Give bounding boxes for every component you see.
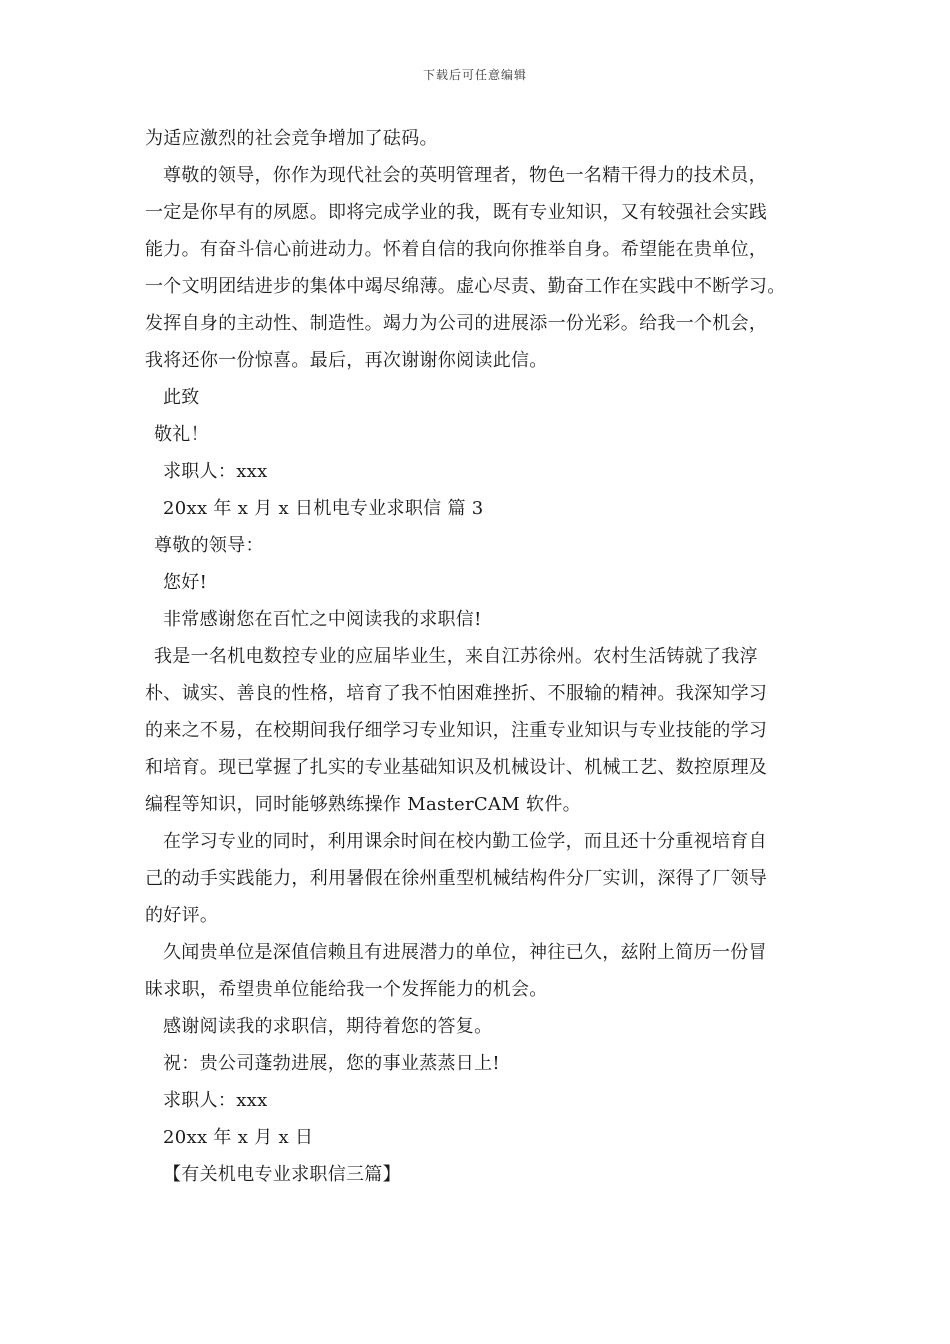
text-line: 和培育。现已掌握了扎实的专业基础知识及机械设计、机械工艺、数控原理及 (145, 757, 768, 778)
text-line: 感谢阅读我的求职信，期待着您的答复。 (163, 1016, 493, 1037)
text-line: 朴、诚实、善良的性格，培育了我不怕困难挫折、不服输的精神。我深知学习 (145, 683, 768, 704)
text-line: 求职人：xxx (163, 1090, 268, 1111)
text-line: 的来之不易，在校期间我仔细学习专业知识，注重专业知识与专业技能的学习 (145, 720, 768, 741)
text-line: 一定是你早有的夙愿。即将完成学业的我，既有专业知识，又有较强社会实践 (145, 202, 768, 223)
letter-body (145, 120, 835, 1193)
text-line: 【有关机电专业求职信三篇】 (163, 1164, 401, 1185)
text-line: 20xx 年 x 月 x 日机电专业求职信 篇 3 (163, 498, 484, 519)
text-line: 的好评。 (145, 905, 219, 926)
text-line: 尊敬的领导： (154, 535, 264, 556)
text-line: 尊敬的领导，你作为现代社会的英明管理者，物色一名精干得力的技术员， (163, 165, 767, 186)
text-line: 发挥自身的主动性、制造性。竭力为公司的进展添一份光彩。给我一个机会， (145, 313, 768, 334)
text-line: 求职人：xxx (163, 461, 268, 482)
text-line: 一个文明团结进步的集体中竭尽绵薄。虚心尽责、勤奋工作在实践中不断学习。 (145, 276, 786, 297)
text-line: 我是一名机电数控专业的应届毕业生，来自江苏徐州。农村生活铸就了我淳 (154, 646, 758, 667)
text-line: 能力。有奋斗信心前进动力。怀着自信的我向你推举自身。希望能在贵单位， (145, 239, 768, 260)
text-line: 非常感谢您在百忙之中阅读我的求职信! (163, 609, 482, 630)
text-line: 祝：贵公司蓬勃进展，您的事业蒸蒸日上! (163, 1053, 500, 1074)
text-line: 20xx 年 x 月 x 日 (163, 1127, 314, 1148)
text-line: 编程等知识，同时能够熟练操作 MasterCAM 软件。 (145, 794, 581, 815)
text-line: 久闻贵单位是深值信赖且有进展潜力的单位，神往已久，兹附上简历一份冒 (163, 942, 767, 963)
text-line: 敬礼！ (154, 424, 209, 445)
text-line: 为适应激烈的社会竞争增加了砝码。 (145, 128, 438, 149)
text-line: 在学习专业的同时，利用课余时间在校内勤工俭学，而且还十分重视培育自 (163, 831, 767, 852)
text-line: 我将还你一份惊喜。最后，再次谢谢你阅读此信。 (145, 350, 548, 371)
text-line: 此致 (163, 387, 200, 408)
text-line: 己的动手实践能力，利用暑假在徐州重型机械结构件分厂实训，深得了厂领导 (145, 868, 768, 889)
text-line: 昧求职，希望贵单位能给我一个发挥能力的机会。 (145, 979, 548, 1000)
header-note: 下载后可任意编辑 (422, 68, 527, 82)
text-line: 您好! (163, 572, 208, 593)
